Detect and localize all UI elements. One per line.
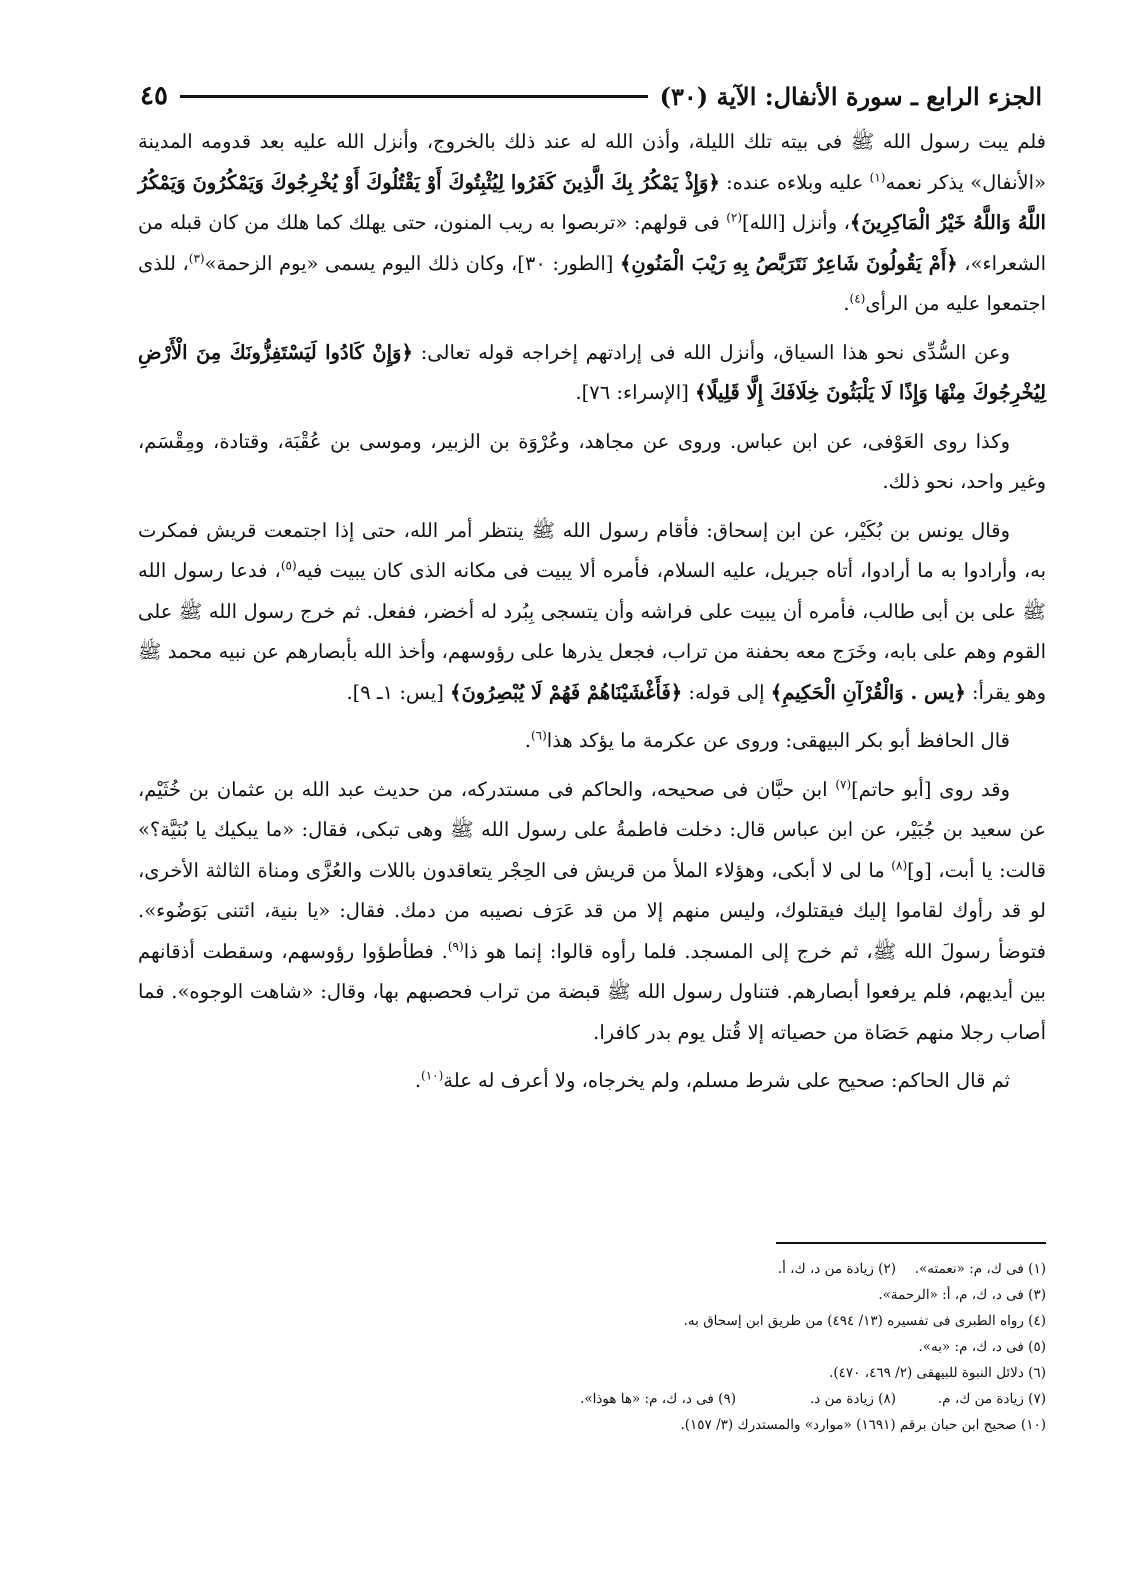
text-run: وعن السُّدِّى نحو هذا السياق، وأنزل الله فى إرادتهم إخراجه قوله تعالى: bbox=[412, 340, 1010, 364]
running-title: الجزء الرابع ـ سورة الأنفال: الآية (٣٠) bbox=[659, 81, 1042, 111]
text-run: ، وأنزل [الله] bbox=[742, 211, 850, 234]
text-run: وقال يونس بن بُكَيْر، عن ابن إسحاق: فأقام رسول الله ﷺ ينتظر أمر الله، حتى إذا اجتمعت قريش فمكرت به، وأرادوا به ما أرادوا، أتاه جبريل، عليه السلام، فأمره ألا يبيت فى مكانه الذى كان يبيت فيه bbox=[138, 518, 1047, 582]
footnote-row bbox=[138, 1412, 1046, 1438]
text-run: عليه وبلاءه عنده: bbox=[719, 170, 870, 194]
footnotes bbox=[138, 1256, 1046, 1438]
page-number: ٤٥ bbox=[140, 81, 168, 111]
text-run: [الإسراء: ٧٦]. bbox=[575, 381, 696, 404]
text-run: ، فدعا رسول الله ﷺ على بن أبى طالب، فأمره أن يبيت على فراشه وأن يتسجى بِبُرد له أخضر، ففعل. ثم خرج رسول الله ﷺ على القوم وهم على بابه، وخَرَج معه بحفنة من تراب، فجعل يذرها على رؤوسهم، وأخذ الله بأبصارهم عن نبيه محمد ﷺ وهو يقرأ: bbox=[138, 559, 1046, 704]
footnote: (١) فى ك، م: «نعمته». bbox=[914, 1261, 1046, 1277]
main-text bbox=[138, 122, 1046, 1110]
quran-verse: ﴿يس . وَالْقُرْآنِ الْحَكِيمِ﴾ bbox=[770, 680, 966, 704]
footnote: (٥) فى د، ك، م: «به». bbox=[918, 1339, 1046, 1355]
footnote-marker: (٥) bbox=[280, 558, 297, 573]
footnote-row bbox=[138, 1386, 1046, 1412]
quran-verse: ﴿وَإِذْ يَمْكُرُ بِكَ الَّذِينَ كَفَرُوا لِيُثْبِتُوكَ أَوْ يَقْتُلُوكَ أَوْ يُخْرِجُوكَ وَيَمْكُرُونَ وَيَمْكُرُ اللَّهُ وَاللَّهُ خَيْرُ الْمَاكِرِينَ﴾ bbox=[138, 170, 1046, 234]
footnote-marker: (٩) bbox=[447, 939, 464, 953]
footnote: (٦) دلائل النبوة للبيهقى (٢/ ٤٦٩، ٤٧٠). bbox=[829, 1365, 1046, 1381]
text-run: . فطأطؤوا رؤوسهم، وسقطت أذقانهم بين أيديهم، فلم يرفعوا أبصارهم. فتناول رسول الله ﷺ قبضة من تراب فحصبهم بها، وقال: «شاهت الوجوه». فما أصاب رجلا منهم حَصَاة من حصياته إلا قُتل يوم بدر كافرا. bbox=[138, 939, 1046, 1044]
footnote-marker: (٣) bbox=[188, 251, 205, 265]
paragraph bbox=[138, 333, 1046, 414]
text-run: [الطور: ٣٠]، وكان ذلك اليوم يسمى «يوم الزحمة» bbox=[204, 251, 620, 275]
text-run: . bbox=[524, 729, 531, 752]
footnote: (٩) فى د، ك، م: «ها هوذا». bbox=[580, 1391, 736, 1407]
footnote: (٣) فى د، ك، م، أ: «الرحمة». bbox=[878, 1287, 1046, 1303]
footnote-row bbox=[138, 1360, 1046, 1386]
footnote-marker: (٢) bbox=[726, 210, 743, 225]
text-run: ابن حبَّان فى صحيحه، والحاكم فى مستدركه، من حديث عبد الله بن عثمان بن خُثَيْم، عن سعيد بن جُبَيْر، عن ابن عباس قال: دخلت فاطمةُ على رسول الله ﷺ وهى تبكى، فقال: «ما يبكيك يا بُنَيَّة؟» قالت: يا أبت، [و] bbox=[138, 777, 1046, 882]
footnote: (٤) رواه الطبرى فى تفسيره (١٣/ ٤٩٤) من طريق ابن إسحاق به. bbox=[683, 1313, 1046, 1329]
paragraph bbox=[138, 122, 1046, 325]
text-run: وقد روى [أبو حاتم] bbox=[851, 777, 1010, 801]
footnote-marker: (٧) bbox=[835, 777, 852, 791]
footnote-row bbox=[138, 1308, 1046, 1334]
text-run: . bbox=[414, 1069, 422, 1092]
page-header bbox=[140, 66, 1042, 126]
text-run: إلى قوله: bbox=[682, 680, 771, 704]
footnote-row bbox=[138, 1334, 1046, 1360]
text-run: قال الحافظ أبو بكر البيهقى: وروى عن عكرمة ما يؤكد هذا bbox=[546, 729, 1010, 752]
text-run: وكذا روى العَوْفى، عن ابن عباس. وروى عن مجاهد، وعُرْوَة بن الزبير، وموسى بن عُقْبَة، وقتادة، ومِقْسَم، وغير واحد، نحو ذلك. bbox=[138, 429, 1046, 493]
footnote-marker: (١٠) bbox=[421, 1068, 444, 1083]
footnote: (٢) زيادة من د، ك، أ. bbox=[777, 1261, 896, 1277]
text-run: فى قولهم: «تربصوا به ريب المنون، حتى يهلك كما هلك من كان قبله من الشعراء»، bbox=[138, 211, 1047, 275]
paragraph bbox=[138, 770, 1046, 1054]
footnote-marker: (٦) bbox=[530, 728, 547, 743]
paragraph bbox=[138, 1061, 1046, 1102]
text-run: ما لى لا أبكى، وهؤلاء الملأ من قريش فى الحِجْر يتعاقدون باللات والعُزَّى ومناة الثالثة الأخرى، لو قد رأوك لقاموا إليك فيقتلوك، وليس منهم إلا من قد عَرَف نصيبه من دمك. فقال: «يا بنية، ائتنى بَوَضُوء». فتوضأ رسولَ الله ﷺ، ثم خرج إلى المسجد. فلما رأوه قالوا: إنما هو ذا bbox=[138, 858, 1046, 963]
footnote: (٧) زيادة من ك، م. bbox=[937, 1391, 1046, 1407]
footnote-row bbox=[138, 1282, 1046, 1308]
quran-verse: ﴿وَإِنْ كَادُوا لَيَسْتَفِزُّونَكَ مِنَ الْأَرْضِ لِيُخْرِجُوكَ مِنْهَا وَإِذًا لَا يَلْبَثُونَ خِلَافَكَ إِلَّا قَلِيلًا﴾ bbox=[138, 340, 1046, 404]
footnote-row bbox=[138, 1256, 1046, 1282]
paragraph bbox=[138, 721, 1046, 762]
paragraph bbox=[138, 511, 1046, 714]
footnote-marker: (٨) bbox=[891, 858, 908, 872]
text-run: فلم يبت رسول الله ﷺ فى بيته تلك الليلة، وأذن الله له عند ذلك بالخروج، وأنزل الله عليه بعد قدومه المدينة «الأنفال» يذكر نعمه bbox=[138, 130, 1046, 194]
text-run: ، للذى اجتمعوا عليه من الرأى bbox=[138, 251, 1046, 315]
text-run: . bbox=[843, 292, 850, 315]
header-rule bbox=[180, 95, 648, 98]
footnote-marker: (٤) bbox=[849, 291, 866, 306]
footnote-marker: (١) bbox=[869, 170, 886, 184]
footnote-divider bbox=[776, 1242, 1046, 1244]
text-run: [يس: ١ـ ٩]. bbox=[346, 680, 451, 704]
quran-verse: ﴿أَمْ يَقُولُونَ شَاعِرٌ نَتَرَبَّصُ بِهِ رَيْبَ الْمَنُونِ﴾ bbox=[619, 251, 958, 275]
paragraph bbox=[138, 422, 1046, 503]
quran-verse: ﴿فَأَغْشَيْنَاهُمْ فَهُمْ لَا يُبْصِرُونَ﴾ bbox=[450, 680, 683, 704]
footnote: (١٠) صحيح ابن حبان برقم (١٦٩١) «موارد» والمستدرك (٣/ ١٥٧). bbox=[680, 1417, 1046, 1433]
footnote: (٨) زيادة من د. bbox=[810, 1391, 896, 1407]
text-run: ثم قال الحاكم: صحيح على شرط مسلم، ولم يخرجاه، ولا أعرف له علة bbox=[443, 1069, 1010, 1092]
